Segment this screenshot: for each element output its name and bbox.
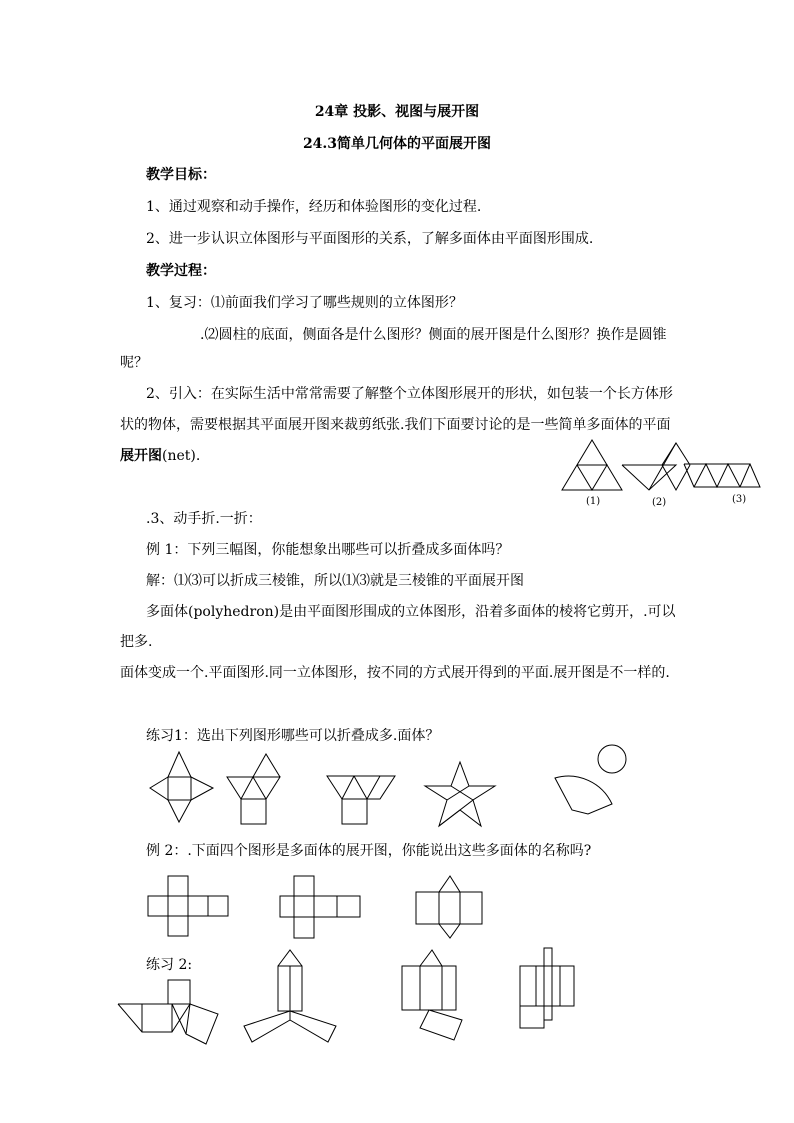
review-line-2-cont: 呢？	[120, 355, 148, 371]
polyhedron-line-3: 面体变成一个.平面图形.同一立体图形，按不同的方式展开得到的平面.展开图是不一样的.	[120, 665, 670, 681]
example-2-figures	[140, 872, 500, 942]
figure-a	[118, 980, 218, 1044]
cube-net-cross	[148, 876, 228, 936]
label-2: (2)	[652, 497, 667, 508]
figure-c	[402, 950, 462, 1040]
exercise-1: 练习1：选出下列图形哪些可以折叠成多.面体？	[146, 728, 440, 744]
example-1: 例 1：下列三幅图，你能想象出哪些可以折叠成多面体吗？	[146, 542, 510, 558]
triangle-nets-figure	[560, 438, 760, 510]
process-heading: 教学过程：	[146, 263, 216, 279]
intro-line-1: 2、引入：在实际生活中常常需要了解整个立体图形展开的形状，如包装一个长方体形	[146, 386, 673, 402]
example-2: 例 2：.下面四个图形是多面体的展开图，你能说出这些多面体的名称吗?	[146, 843, 592, 859]
hands-on-heading: .3、动手折.一折：	[146, 511, 262, 527]
net-term: 展开图	[120, 448, 162, 464]
square-pyramid-net	[150, 752, 213, 822]
chapter-title: 24章 投影、视图与展开图	[314, 104, 480, 120]
objective-1: 1、通过观察和动手操作，经历和体验图形的变化过程.	[146, 199, 482, 215]
section-title: 24.3简单几何体的平面展开图	[302, 136, 492, 152]
figure-d	[520, 948, 574, 1028]
label-1: (1)	[586, 496, 601, 507]
figure-b	[244, 950, 336, 1042]
review-line-1: 1、复习：⑴前面我们学习了哪些规则的立体图形？	[146, 295, 463, 311]
triangular-prism-net	[416, 876, 482, 938]
label-3: (3)	[732, 494, 747, 505]
square-triangles-net	[227, 754, 280, 824]
solution-1: 解：⑴⑶可以折成三棱锥，所以⑴⑶就是三棱锥的平面展开图	[146, 573, 524, 589]
star-net	[425, 762, 495, 826]
review-line-2: .⑵圆柱的底面，侧面各是什么图形？侧面的展开图是什么图形？换作是圆锥	[200, 327, 667, 343]
intro-line-3	[120, 447, 200, 465]
net-2	[622, 443, 690, 490]
exercise-2-figures	[116, 944, 586, 1054]
exercise-2: 练习 2:	[146, 957, 193, 973]
net-3	[684, 464, 760, 487]
exercise-1-figures	[140, 742, 640, 832]
net-1	[562, 440, 622, 490]
prism-net-rectangles	[280, 876, 360, 938]
polyhedron-line-2: 把多.	[120, 634, 153, 650]
intro-line-2: 状的物体，需要根据其平面展开图来裁剪纸张.我们下面要讨论的是一些简单多面体的平面	[120, 417, 671, 433]
polyhedron-line-1: 多面体(polyhedron)是由平面图形围成的立体图形，沿着多面体的棱将它剪开，.可以	[146, 604, 676, 620]
objectives-heading: 教学目标：	[146, 167, 216, 183]
net-term-suffix: (net).	[162, 448, 201, 464]
cone-net	[555, 745, 626, 814]
trapezoid-square-net	[327, 776, 395, 824]
objective-2: 2、进一步认识立体图形与平面图形的关系，了解多面体由平面图形围成.	[146, 231, 594, 247]
